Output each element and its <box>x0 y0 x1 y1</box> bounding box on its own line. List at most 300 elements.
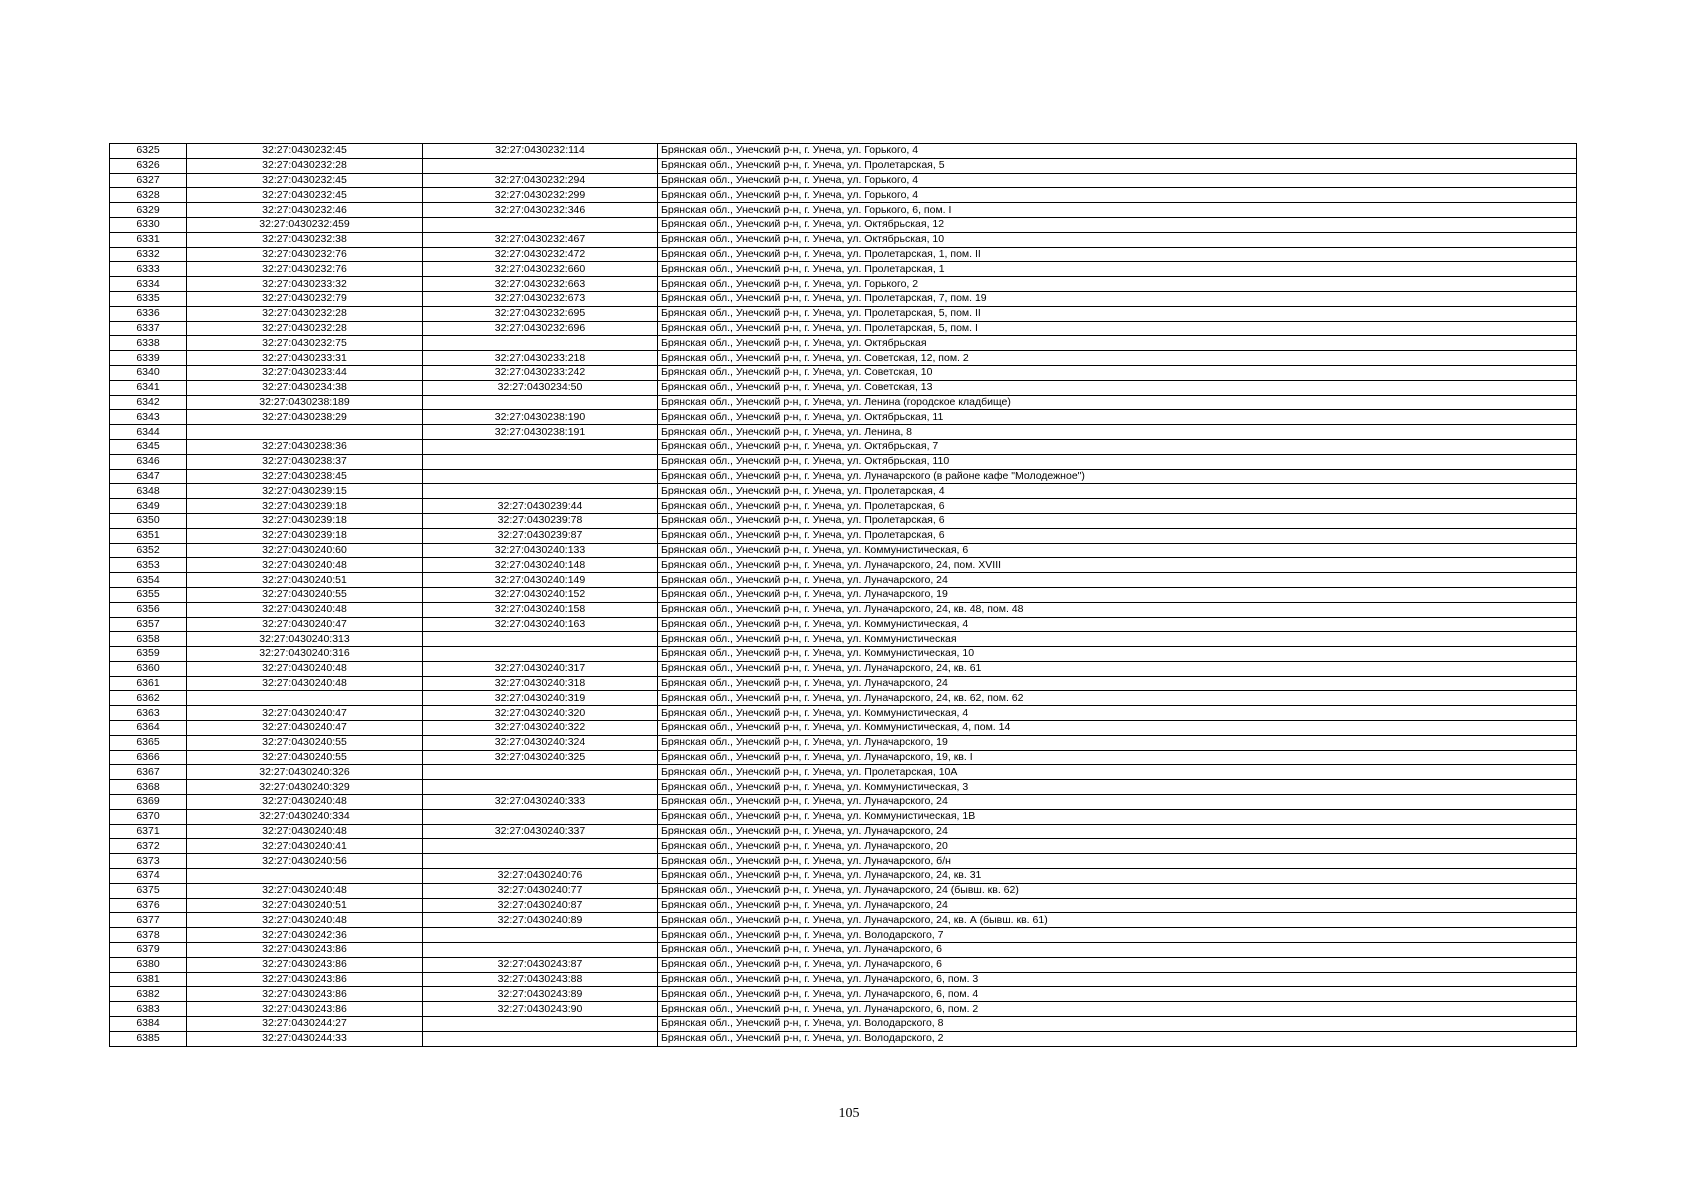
address-cell: Брянская обл., Унечский р-н, г. Унеча, ул. Коммунистическая, 1В <box>658 809 1577 824</box>
object-number-cell: 32:27:0430243:88 <box>423 972 658 987</box>
row-number-cell: 6341 <box>110 380 187 395</box>
row-number-cell: 6337 <box>110 321 187 336</box>
land-plot-number-cell: 32:27:0430240:48 <box>187 676 423 691</box>
table-row <box>110 1002 1577 1017</box>
address-cell: Брянская обл., Унечский р-н, г. Унеча, ул. Луначарского, 6 <box>658 943 1577 958</box>
table-row <box>110 247 1577 262</box>
land-plot-number-cell: 32:27:0430240:48 <box>187 558 423 573</box>
table-row <box>110 972 1577 987</box>
address-cell: Брянская обл., Унечский р-н, г. Унеча, ул. Володарского, 2 <box>658 1031 1577 1046</box>
object-number-cell: 32:27:0430240:158 <box>423 602 658 617</box>
table-row <box>110 647 1577 662</box>
object-number-cell: 32:27:0430240:76 <box>423 869 658 884</box>
object-number-cell <box>423 928 658 943</box>
table-row <box>110 188 1577 203</box>
registry-table <box>109 143 1577 1047</box>
land-plot-number-cell: 32:27:0430239:18 <box>187 499 423 514</box>
table-row <box>110 291 1577 306</box>
row-number-cell: 6363 <box>110 706 187 721</box>
table-row <box>110 380 1577 395</box>
land-plot-number-cell: 32:27:0430232:76 <box>187 262 423 277</box>
table-row <box>110 691 1577 706</box>
address-cell: Брянская обл., Унечский р-н, г. Унеча, ул. Луначарского, 24, кв. 31 <box>658 869 1577 884</box>
land-plot-number-cell: 32:27:0430240:60 <box>187 543 423 558</box>
address-cell: Брянская обл., Унечский р-н, г. Унеча, ул. Луначарского, 20 <box>658 839 1577 854</box>
object-number-cell: 32:27:0430240:318 <box>423 676 658 691</box>
land-plot-number-cell: 32:27:0430240:55 <box>187 750 423 765</box>
address-cell: Брянская обл., Унечский р-н, г. Унеча, ул. Володарского, 8 <box>658 1017 1577 1032</box>
land-plot-number-cell: 32:27:0430232:46 <box>187 203 423 218</box>
row-number-cell: 6369 <box>110 795 187 810</box>
land-plot-number-cell <box>187 425 423 440</box>
land-plot-number-cell: 32:27:0430240:316 <box>187 647 423 662</box>
row-number-cell: 6355 <box>110 587 187 602</box>
land-plot-number-cell: 32:27:0430240:326 <box>187 765 423 780</box>
land-plot-number-cell: 32:27:0430240:41 <box>187 839 423 854</box>
address-cell: Брянская обл., Унечский р-н, г. Унеча, ул. Ленина (городское кладбище) <box>658 395 1577 410</box>
object-number-cell <box>423 647 658 662</box>
address-cell: Брянская обл., Унечский р-н, г. Унеча, ул. Луначарского, 24, кв. 61 <box>658 661 1577 676</box>
row-number-cell: 6339 <box>110 351 187 366</box>
table-row <box>110 454 1577 469</box>
land-plot-number-cell: 32:27:0430244:33 <box>187 1031 423 1046</box>
object-number-cell: 32:27:0430232:663 <box>423 277 658 292</box>
row-number-cell: 6359 <box>110 647 187 662</box>
address-cell: Брянская обл., Унечский р-н, г. Унеча, ул. Луначарского, 19, кв. I <box>658 750 1577 765</box>
table-row <box>110 928 1577 943</box>
row-number-cell: 6375 <box>110 883 187 898</box>
row-number-cell: 6382 <box>110 987 187 1002</box>
address-cell: Брянская обл., Унечский р-н, г. Унеча, ул. Луначарского, 24, кв. А (бывш. кв. 61) <box>658 913 1577 928</box>
address-cell: Брянская обл., Унечский р-н, г. Унеча, ул. Коммунистическая, 10 <box>658 647 1577 662</box>
row-number-cell: 6377 <box>110 913 187 928</box>
address-cell: Брянская обл., Унечский р-н, г. Унеча, ул. Горького, 4 <box>658 144 1577 159</box>
address-cell: Брянская обл., Унечский р-н, г. Унеча, ул. Луначарского, б/н <box>658 854 1577 869</box>
object-number-cell: 32:27:0430240:89 <box>423 913 658 928</box>
address-cell: Брянская обл., Унечский р-н, г. Унеча, ул. Луначарского, 24, пом. XVIII <box>658 558 1577 573</box>
land-plot-number-cell: 32:27:0430240:47 <box>187 617 423 632</box>
object-number-cell: 32:27:0430232:696 <box>423 321 658 336</box>
object-number-cell: 32:27:0430240:163 <box>423 617 658 632</box>
table-row <box>110 839 1577 854</box>
object-number-cell: 32:27:0430240:152 <box>423 587 658 602</box>
row-number-cell: 6362 <box>110 691 187 706</box>
object-number-cell <box>423 943 658 958</box>
address-cell: Брянская обл., Унечский р-н, г. Унеча, ул. Луначарского, 24 <box>658 676 1577 691</box>
row-number-cell: 6364 <box>110 721 187 736</box>
table-row <box>110 617 1577 632</box>
land-plot-number-cell <box>187 869 423 884</box>
table-row <box>110 795 1577 810</box>
address-cell: Брянская обл., Унечский р-н, г. Унеча, ул. Пролетарская, 5 <box>658 158 1577 173</box>
land-plot-number-cell: 32:27:0430232:45 <box>187 144 423 159</box>
land-plot-number-cell: 32:27:0430239:18 <box>187 528 423 543</box>
object-number-cell: 32:27:0430243:87 <box>423 957 658 972</box>
table-row <box>110 277 1577 292</box>
address-cell: Брянская обл., Унечский р-н, г. Унеча, ул. Октябрьская, 7 <box>658 439 1577 454</box>
address-cell: Брянская обл., Унечский р-н, г. Унеча, ул. Луначарского, 6, пом. 3 <box>658 972 1577 987</box>
address-cell: Брянская обл., Унечский р-н, г. Унеча, ул. Луначарского, 24 (бывш. кв. 62) <box>658 883 1577 898</box>
address-cell: Брянская обл., Унечский р-н, г. Унеча, ул. Пролетарская, 5, пом. II <box>658 306 1577 321</box>
object-number-cell: 32:27:0430243:89 <box>423 987 658 1002</box>
object-number-cell: 32:27:0430233:242 <box>423 365 658 380</box>
land-plot-number-cell: 32:27:0430240:55 <box>187 735 423 750</box>
row-number-cell: 6357 <box>110 617 187 632</box>
row-number-cell: 6338 <box>110 336 187 351</box>
table-row <box>110 721 1577 736</box>
address-cell: Брянская обл., Унечский р-н, г. Унеча, ул. Луначарского, 24 <box>658 573 1577 588</box>
object-number-cell <box>423 780 658 795</box>
row-number-cell: 6384 <box>110 1017 187 1032</box>
address-cell: Брянская обл., Унечский р-н, г. Унеча, ул. Луначарского, 24 <box>658 795 1577 810</box>
address-cell: Брянская обл., Унечский р-н, г. Унеча, ул. Коммунистическая, 4 <box>658 617 1577 632</box>
land-plot-number-cell: 32:27:0430232:79 <box>187 291 423 306</box>
land-plot-number-cell: 32:27:0430238:36 <box>187 439 423 454</box>
row-number-cell: 6349 <box>110 499 187 514</box>
row-number-cell: 6378 <box>110 928 187 943</box>
address-cell: Брянская обл., Унечский р-н, г. Унеча, ул. Луначарского, 24, кв. 48, пом. 48 <box>658 602 1577 617</box>
row-number-cell: 6379 <box>110 943 187 958</box>
table-row <box>110 425 1577 440</box>
row-number-cell: 6371 <box>110 824 187 839</box>
object-number-cell: 32:27:0430232:114 <box>423 144 658 159</box>
row-number-cell: 6370 <box>110 809 187 824</box>
land-plot-number-cell: 32:27:0430240:329 <box>187 780 423 795</box>
land-plot-number-cell: 32:27:0430242:36 <box>187 928 423 943</box>
object-number-cell: 32:27:0430240:337 <box>423 824 658 839</box>
row-number-cell: 6347 <box>110 469 187 484</box>
address-cell: Брянская обл., Унечский р-н, г. Унеча, ул. Луначарского, 6 <box>658 957 1577 972</box>
address-cell: Брянская обл., Унечский р-н, г. Унеча, ул. Советская, 13 <box>658 380 1577 395</box>
table-row <box>110 232 1577 247</box>
land-plot-number-cell: 32:27:0430239:18 <box>187 513 423 528</box>
table-row <box>110 144 1577 159</box>
land-plot-number-cell: 32:27:0430243:86 <box>187 957 423 972</box>
table-row <box>110 543 1577 558</box>
object-number-cell: 32:27:0430232:467 <box>423 232 658 247</box>
object-number-cell <box>423 809 658 824</box>
address-cell: Брянская обл., Унечский р-н, г. Унеча, ул. Пролетарская, 1 <box>658 262 1577 277</box>
table-row <box>110 439 1577 454</box>
table-row <box>110 750 1577 765</box>
table-row <box>110 558 1577 573</box>
row-number-cell: 6333 <box>110 262 187 277</box>
land-plot-number-cell: 32:27:0430238:45 <box>187 469 423 484</box>
address-cell: Брянская обл., Унечский р-н, г. Унеча, ул. Октябрьская <box>658 336 1577 351</box>
land-plot-number-cell: 32:27:0430240:48 <box>187 824 423 839</box>
table-row <box>110 661 1577 676</box>
table-row <box>110 883 1577 898</box>
object-number-cell <box>423 484 658 499</box>
row-number-cell: 6346 <box>110 454 187 469</box>
table-row <box>110 913 1577 928</box>
object-number-cell: 32:27:0430240:149 <box>423 573 658 588</box>
land-plot-number-cell: 32:27:0430240:47 <box>187 721 423 736</box>
row-number-cell: 6335 <box>110 291 187 306</box>
land-plot-number-cell: 32:27:0430232:45 <box>187 188 423 203</box>
table-row <box>110 706 1577 721</box>
row-number-cell: 6327 <box>110 173 187 188</box>
object-number-cell <box>423 765 658 780</box>
row-number-cell: 6383 <box>110 1002 187 1017</box>
object-number-cell: 32:27:0430232:346 <box>423 203 658 218</box>
address-cell: Брянская обл., Унечский р-н, г. Унеча, ул. Коммунистическая, 4 <box>658 706 1577 721</box>
table-row <box>110 365 1577 380</box>
row-number-cell: 6332 <box>110 247 187 262</box>
table-row <box>110 632 1577 647</box>
table-row <box>110 1031 1577 1046</box>
address-cell: Брянская обл., Унечский р-н, г. Унеча, ул. Луначарского, 24 <box>658 824 1577 839</box>
land-plot-number-cell: 32:27:0430232:28 <box>187 158 423 173</box>
object-number-cell: 32:27:0430240:77 <box>423 883 658 898</box>
table-row <box>110 587 1577 602</box>
object-number-cell: 32:27:0430240:333 <box>423 795 658 810</box>
table-row <box>110 809 1577 824</box>
land-plot-number-cell: 32:27:0430232:28 <box>187 321 423 336</box>
address-cell: Брянская обл., Унечский р-н, г. Унеча, ул. Луначарского, 24 <box>658 898 1577 913</box>
row-number-cell: 6352 <box>110 543 187 558</box>
row-number-cell: 6353 <box>110 558 187 573</box>
row-number-cell: 6366 <box>110 750 187 765</box>
object-number-cell: 32:27:0430232:673 <box>423 291 658 306</box>
table-row <box>110 943 1577 958</box>
address-cell: Брянская обл., Унечский р-н, г. Унеча, ул. Горького, 4 <box>658 173 1577 188</box>
land-plot-number-cell: 32:27:0430243:86 <box>187 943 423 958</box>
land-plot-number-cell: 32:27:0430243:86 <box>187 987 423 1002</box>
object-number-cell <box>423 336 658 351</box>
table-row <box>110 499 1577 514</box>
table-row <box>110 573 1577 588</box>
table-row <box>110 528 1577 543</box>
land-plot-number-cell: 32:27:0430233:44 <box>187 365 423 380</box>
table-row <box>110 513 1577 528</box>
address-cell: Брянская обл., Унечский р-н, г. Унеча, ул. Пролетарская, 6 <box>658 513 1577 528</box>
object-number-cell <box>423 632 658 647</box>
address-cell: Брянская обл., Унечский р-н, г. Унеча, ул. Луначарского (в районе кафе "Молодежное") <box>658 469 1577 484</box>
land-plot-number-cell: 32:27:0430240:48 <box>187 795 423 810</box>
address-cell: Брянская обл., Унечский р-н, г. Унеча, ул. Советская, 10 <box>658 365 1577 380</box>
row-number-cell: 6361 <box>110 676 187 691</box>
row-number-cell: 6345 <box>110 439 187 454</box>
object-number-cell: 32:27:0430240:87 <box>423 898 658 913</box>
address-cell: Брянская обл., Унечский р-н, г. Унеча, ул. Пролетарская, 6 <box>658 499 1577 514</box>
address-cell: Брянская обл., Унечский р-н, г. Унеча, ул. Коммунистическая, 6 <box>658 543 1577 558</box>
table-row <box>110 306 1577 321</box>
land-plot-number-cell: 32:27:0430238:189 <box>187 395 423 410</box>
object-number-cell: 32:27:0430240:148 <box>423 558 658 573</box>
land-plot-number-cell: 32:27:0430232:45 <box>187 173 423 188</box>
row-number-cell: 6367 <box>110 765 187 780</box>
row-number-cell: 6368 <box>110 780 187 795</box>
address-cell: Брянская обл., Унечский р-н, г. Унеча, ул. Горького, 2 <box>658 277 1577 292</box>
address-cell: Брянская обл., Унечский р-н, г. Унеча, ул. Пролетарская, 7, пом. 19 <box>658 291 1577 306</box>
address-cell: Брянская обл., Унечский р-н, г. Унеча, ул. Октябрьская, 11 <box>658 410 1577 425</box>
address-cell: Брянская обл., Унечский р-н, г. Унеча, ул. Коммунистическая <box>658 632 1577 647</box>
row-number-cell: 6381 <box>110 972 187 987</box>
row-number-cell: 6325 <box>110 144 187 159</box>
row-number-cell: 6326 <box>110 158 187 173</box>
object-number-cell: 32:27:0430232:472 <box>423 247 658 262</box>
land-plot-number-cell: 32:27:0430243:86 <box>187 972 423 987</box>
page-number: 105 <box>838 1106 860 1121</box>
object-number-cell <box>423 439 658 454</box>
table-row <box>110 869 1577 884</box>
land-plot-number-cell: 32:27:0430240:48 <box>187 602 423 617</box>
land-plot-number-cell: 32:27:0430240:56 <box>187 854 423 869</box>
land-plot-number-cell: 32:27:0430232:76 <box>187 247 423 262</box>
land-plot-number-cell: 32:27:0430232:38 <box>187 232 423 247</box>
table-row <box>110 203 1577 218</box>
object-number-cell <box>423 1017 658 1032</box>
land-plot-number-cell: 32:27:0430243:86 <box>187 1002 423 1017</box>
row-number-cell: 6351 <box>110 528 187 543</box>
row-number-cell: 6344 <box>110 425 187 440</box>
address-cell: Брянская обл., Унечский р-н, г. Унеча, ул. Горького, 6, пом. I <box>658 203 1577 218</box>
row-number-cell: 6342 <box>110 395 187 410</box>
land-plot-number-cell: 32:27:0430240:48 <box>187 883 423 898</box>
address-cell: Брянская обл., Унечский р-н, г. Унеча, ул. Коммунистическая, 3 <box>658 780 1577 795</box>
land-plot-number-cell: 32:27:0430240:51 <box>187 898 423 913</box>
object-number-cell <box>423 454 658 469</box>
table-row <box>110 336 1577 351</box>
table-row <box>110 765 1577 780</box>
object-number-cell: 32:27:0430233:218 <box>423 351 658 366</box>
table-row <box>110 410 1577 425</box>
object-number-cell <box>423 839 658 854</box>
object-number-cell: 32:27:0430240:325 <box>423 750 658 765</box>
address-cell: Брянская обл., Унечский р-н, г. Унеча, ул. Пролетарская, 6 <box>658 528 1577 543</box>
object-number-cell: 32:27:0430239:44 <box>423 499 658 514</box>
table-row <box>110 854 1577 869</box>
address-cell: Брянская обл., Унечский р-н, г. Унеча, ул. Луначарского, 19 <box>658 587 1577 602</box>
address-cell: Брянская обл., Унечский р-н, г. Унеча, ул. Октябрьская, 12 <box>658 217 1577 232</box>
object-number-cell: 32:27:0430240:133 <box>423 543 658 558</box>
table-row <box>110 217 1577 232</box>
land-plot-number-cell: 32:27:0430233:32 <box>187 277 423 292</box>
land-plot-number-cell: 32:27:0430238:29 <box>187 410 423 425</box>
land-plot-number-cell: 32:27:0430233:31 <box>187 351 423 366</box>
address-cell: Брянская обл., Унечский р-н, г. Унеча, ул. Горького, 4 <box>658 188 1577 203</box>
object-number-cell <box>423 854 658 869</box>
table-row <box>110 262 1577 277</box>
address-cell: Брянская обл., Унечский р-н, г. Унеча, ул. Пролетарская, 1, пом. II <box>658 247 1577 262</box>
object-number-cell: 32:27:0430232:660 <box>423 262 658 277</box>
object-number-cell <box>423 217 658 232</box>
row-number-cell: 6331 <box>110 232 187 247</box>
address-cell: Брянская обл., Унечский р-н, г. Унеча, ул. Советская, 12, пом. 2 <box>658 351 1577 366</box>
table-row <box>110 158 1577 173</box>
table-row <box>110 173 1577 188</box>
object-number-cell: 32:27:0430234:50 <box>423 380 658 395</box>
row-number-cell: 6334 <box>110 277 187 292</box>
address-cell: Брянская обл., Унечский р-н, г. Унеча, ул. Октябрьская, 110 <box>658 454 1577 469</box>
land-plot-number-cell: 32:27:0430232:28 <box>187 306 423 321</box>
table-row <box>110 1017 1577 1032</box>
object-number-cell: 32:27:0430240:324 <box>423 735 658 750</box>
row-number-cell: 6380 <box>110 957 187 972</box>
row-number-cell: 6356 <box>110 602 187 617</box>
row-number-cell: 6372 <box>110 839 187 854</box>
row-number-cell: 6376 <box>110 898 187 913</box>
address-cell: Брянская обл., Унечский р-н, г. Унеча, ул. Пролетарская, 5, пом. I <box>658 321 1577 336</box>
row-number-cell: 6330 <box>110 217 187 232</box>
address-cell: Брянская обл., Унечский р-н, г. Унеча, ул. Пролетарская, 10А <box>658 765 1577 780</box>
object-number-cell: 32:27:0430238:190 <box>423 410 658 425</box>
land-plot-number-cell: 32:27:0430240:55 <box>187 587 423 602</box>
table-row <box>110 780 1577 795</box>
address-cell: Брянская обл., Унечский р-н, г. Унеча, ул. Луначарского, 6, пом. 4 <box>658 987 1577 1002</box>
table-row <box>110 824 1577 839</box>
object-number-cell: 32:27:0430239:78 <box>423 513 658 528</box>
land-plot-number-cell: 32:27:0430238:37 <box>187 454 423 469</box>
table-row <box>110 735 1577 750</box>
land-plot-number-cell: 32:27:0430232:75 <box>187 336 423 351</box>
row-number-cell: 6365 <box>110 735 187 750</box>
object-number-cell: 32:27:0430239:87 <box>423 528 658 543</box>
address-cell: Брянская обл., Унечский р-н, г. Унеча, ул. Пролетарская, 4 <box>658 484 1577 499</box>
row-number-cell: 6340 <box>110 365 187 380</box>
row-number-cell: 6329 <box>110 203 187 218</box>
object-number-cell <box>423 395 658 410</box>
table-row <box>110 469 1577 484</box>
row-number-cell: 6343 <box>110 410 187 425</box>
row-number-cell: 6373 <box>110 854 187 869</box>
land-plot-number-cell <box>187 691 423 706</box>
object-number-cell <box>423 158 658 173</box>
row-number-cell: 6336 <box>110 306 187 321</box>
table-row <box>110 395 1577 410</box>
row-number-cell: 6374 <box>110 869 187 884</box>
land-plot-number-cell: 32:27:0430240:48 <box>187 913 423 928</box>
row-number-cell: 6385 <box>110 1031 187 1046</box>
object-number-cell: 32:27:0430238:191 <box>423 425 658 440</box>
land-plot-number-cell: 32:27:0430234:38 <box>187 380 423 395</box>
address-cell: Брянская обл., Унечский р-н, г. Унеча, ул. Ленина, 8 <box>658 425 1577 440</box>
object-number-cell <box>423 1031 658 1046</box>
table-row <box>110 987 1577 1002</box>
address-cell: Брянская обл., Унечский р-н, г. Унеча, ул. Луначарского, 24, кв. 62, пом. 62 <box>658 691 1577 706</box>
land-plot-number-cell: 32:27:0430240:47 <box>187 706 423 721</box>
row-number-cell: 6350 <box>110 513 187 528</box>
land-plot-number-cell: 32:27:0430240:48 <box>187 661 423 676</box>
object-number-cell: 32:27:0430243:90 <box>423 1002 658 1017</box>
object-number-cell: 32:27:0430240:322 <box>423 721 658 736</box>
address-cell: Брянская обл., Унечский р-н, г. Унеча, ул. Октябрьская, 10 <box>658 232 1577 247</box>
address-cell: Брянская обл., Унечский р-н, г. Унеча, ул. Луначарского, 6, пом. 2 <box>658 1002 1577 1017</box>
registry-table-body <box>110 144 1577 1047</box>
table-row <box>110 321 1577 336</box>
table-row <box>110 957 1577 972</box>
land-plot-number-cell: 32:27:0430240:313 <box>187 632 423 647</box>
object-number-cell: 32:27:0430240:320 <box>423 706 658 721</box>
address-cell: Брянская обл., Унечский р-н, г. Унеча, ул. Володарского, 7 <box>658 928 1577 943</box>
object-number-cell: 32:27:0430240:317 <box>423 661 658 676</box>
object-number-cell <box>423 469 658 484</box>
object-number-cell: 32:27:0430232:299 <box>423 188 658 203</box>
row-number-cell: 6360 <box>110 661 187 676</box>
row-number-cell: 6348 <box>110 484 187 499</box>
row-number-cell: 6328 <box>110 188 187 203</box>
object-number-cell: 32:27:0430232:294 <box>423 173 658 188</box>
table-row <box>110 676 1577 691</box>
land-plot-number-cell: 32:27:0430240:334 <box>187 809 423 824</box>
table-row <box>110 351 1577 366</box>
row-number-cell: 6354 <box>110 573 187 588</box>
land-plot-number-cell: 32:27:0430232:459 <box>187 217 423 232</box>
object-number-cell: 32:27:0430240:319 <box>423 691 658 706</box>
row-number-cell: 6358 <box>110 632 187 647</box>
land-plot-number-cell: 32:27:0430240:51 <box>187 573 423 588</box>
